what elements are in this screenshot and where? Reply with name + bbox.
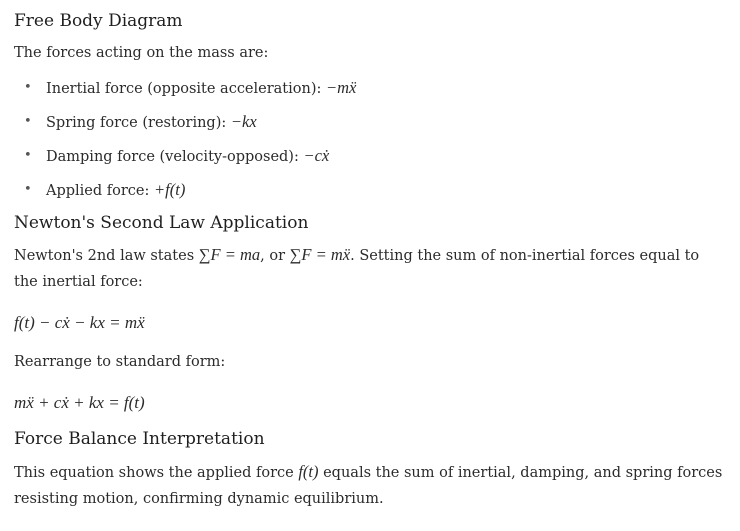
force-math: −cẋ bbox=[303, 146, 330, 165]
force-label: Applied force: bbox=[46, 183, 155, 199]
force-label: Spring force (restoring): bbox=[46, 115, 231, 131]
balance-text-2: equals the sum of inertial, damping, and spring forces resisting motion, confirming dynamic equilibrium. bbox=[14, 465, 723, 507]
force-math: +f(t) bbox=[154, 180, 186, 199]
force-list bbox=[14, 75, 726, 211]
list-item-spring-force bbox=[14, 109, 726, 143]
newton-paragraph bbox=[14, 242, 726, 295]
balance-paragraph bbox=[14, 459, 726, 512]
balance-text-1: This equation shows the applied force bbox=[14, 465, 299, 481]
section-title-free-body: Free Body Diagram bbox=[14, 11, 183, 31]
balance-math-1: f(t) bbox=[298, 462, 319, 481]
document bbox=[14, 8, 726, 512]
list-item-applied-force bbox=[14, 177, 726, 211]
newton-text-3: . Setting the sum of non-inertial forces equal to the inertial force: bbox=[14, 248, 700, 290]
free-body-intro: The forces acting on the mass are: bbox=[14, 45, 269, 61]
list-item-damping-force bbox=[14, 143, 726, 177]
rearrange-text: Rearrange to standard form: bbox=[14, 354, 226, 370]
equation-standard-form: mẍ + cẋ + kx = f(t) bbox=[14, 393, 145, 412]
newton-text-1: Newton's 2nd law states bbox=[14, 248, 199, 264]
force-math: −mẍ bbox=[326, 78, 357, 97]
newton-math-2: ∑F = mẍ bbox=[289, 245, 351, 264]
newton-text-2: , or bbox=[260, 248, 290, 264]
list-item-inertial-force bbox=[14, 75, 726, 109]
section-title-force-balance: Force Balance Interpretation bbox=[14, 429, 265, 449]
equation-motion: f(t) − cẋ − kx = mẍ bbox=[14, 313, 145, 332]
newton-math-1: ∑F = ma bbox=[198, 245, 261, 264]
section-title-newton: Newton's Second Law Application bbox=[14, 213, 309, 233]
force-math: −kx bbox=[230, 112, 257, 131]
force-label: Inertial force (opposite acceleration): bbox=[46, 81, 326, 97]
force-label: Damping force (velocity-opposed): bbox=[46, 149, 304, 165]
